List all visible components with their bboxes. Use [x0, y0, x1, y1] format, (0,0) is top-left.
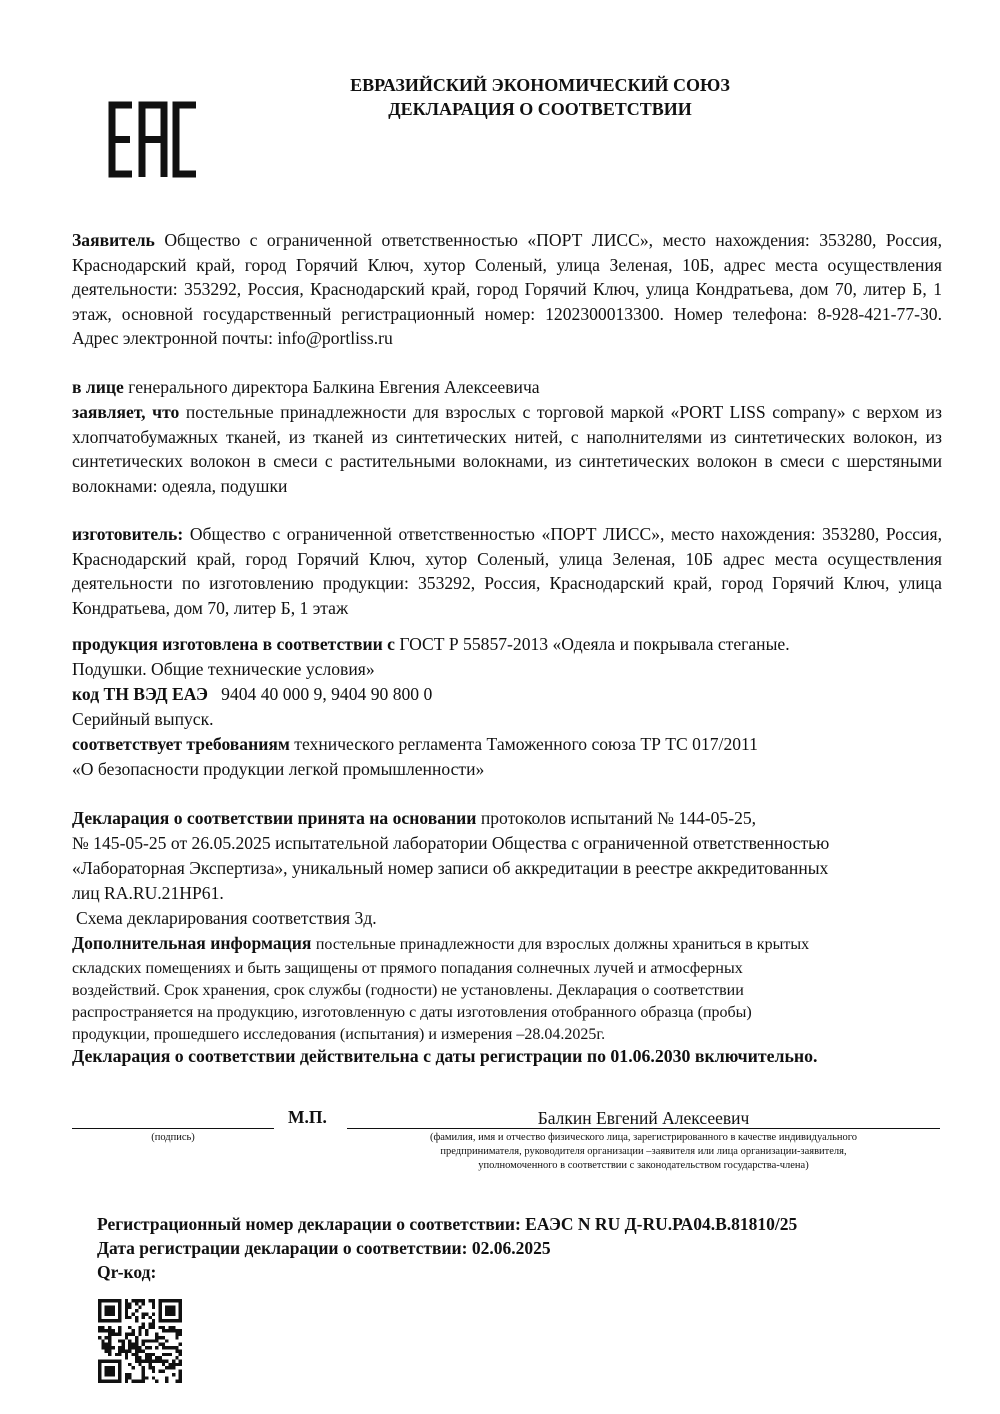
name-caption-2: предпринимателя, руководителя организации –заявителя или лица организации-заявителя, [440, 1146, 847, 1157]
serial-line: Серийный выпуск. [72, 709, 214, 729]
applicant-label: Заявитель [72, 230, 155, 250]
conforms-regulation: технического регламента Таможенного союза ТР ТС 017/2011 [294, 734, 758, 754]
basis-line3: «Лабораторная Экспертиза», уникальный номер записи об аккредитации в реестре аккредитованных [72, 858, 829, 878]
hs-code-label: код ТН ВЭД ЕАЭ [72, 684, 208, 704]
manufacturer-section [72, 522, 942, 620]
declares-section [72, 400, 942, 498]
header-declaration-title: ДЕКЛАРАЦИЯ О СООТВЕТСТВИИ [388, 99, 692, 119]
qr-code-label: Qr-код: [97, 1262, 157, 1282]
declaration-scheme: Схема декларирования соответствия 3д. [76, 908, 377, 928]
header-union-title: ЕВРАЗИЙСКИЙ ЭКОНОМИЧЕСКИЙ СОЮЗ [350, 75, 730, 95]
signatory-name: Балкин Евгений Алексеевич [537, 1108, 750, 1128]
applicant-text: Общество с ограниченной ответственностью «ПОРТ ЛИСС», место нахождения: 353280, Россия, Краснодарский край, город Горячий Ключ, хутор Соленый, улица Зеленая, 10Б, адрес места осуществления деятельности: 353292, Россия, Краснодарский край, город Горячий Ключ, улица Кондратьева, дом 70, литер Б, 1 этаж, основной государственный регистрационный номер: 1202300013300. Номер телефона: 8-928-421-77-30. Адрес электронной почты: info@portliss.ru [72, 230, 942, 348]
basis-line2: № 145-05-25 от 26.05.2025 испытательной лаборатории Общества с ограниченной ответственностью [72, 833, 830, 853]
basis-line4: лиц RA.RU.21НР61. [72, 883, 224, 903]
name-caption-1: (фамилия, имя и отчество физического лица, зарегистрированного в качестве индивидуального [429, 1132, 858, 1143]
qr-code [98, 1299, 182, 1383]
hs-code-value: 9404 40 000 9, 9404 90 800 0 [221, 684, 433, 704]
stamp-label: М.П. [288, 1107, 327, 1127]
validity-statement: Декларация о соответствии действительна с даты регистрации по 01.06.2030 включительно. [72, 1046, 818, 1066]
represented-text: генерального директора Балкина Евгения Алексеевича [128, 377, 540, 397]
conforms-line2: «О безопасности продукции легкой промышленности» [72, 759, 485, 779]
additional-label: Дополнительная информация [72, 933, 312, 953]
represented-label: в лице [72, 377, 124, 397]
additional-line2: складских помещениях и быть защищены от прямого попадания солнечных лучей и атмосферных [72, 960, 743, 977]
basis-protocols: протоколов испытаний № 144-05-25, [480, 808, 757, 828]
eac-logo [108, 101, 200, 178]
produced-per-line1 [72, 632, 942, 657]
additional-line1 [72, 931, 942, 956]
additional-line4: распространяется на продукцию, изготовленную с даты изготовления отобранного образца (пробы) [72, 1004, 752, 1021]
registration-date: Дата регистрации декларации о соответствии: 02.06.2025 [97, 1238, 551, 1258]
produced-per-label: продукция изготовлена в соответствии с [72, 634, 395, 654]
produced-per-standard: ГОСТ Р 55857-2013 «Одеяла и покрывала стеганые. [399, 634, 790, 654]
basis-line1 [72, 806, 942, 831]
additional-text-1: постельные принадлежности для взрослых должны храниться в крытых [315, 936, 810, 953]
additional-line3: воздействий. Срок хранения, срок службы (годности) не установлены. Декларация о соответствии [72, 982, 744, 999]
name-caption-3: уполномоченного в соответствии с законодательством государства-члена) [478, 1160, 809, 1171]
declares-label: заявляет, что [72, 402, 180, 422]
conforms-line1 [72, 732, 942, 757]
applicant-section [72, 228, 942, 351]
basis-label: Декларация о соответствии принята на основании [72, 808, 477, 828]
registration-number: Регистрационный номер декларации о соответствии: ЕАЭС N RU Д-RU.РА04.В.81810/25 [97, 1214, 798, 1234]
represented-section [72, 375, 942, 400]
conforms-label: соответствует требованиям [72, 734, 290, 754]
manufacturer-text: Общество с ограниченной ответственностью «ПОРТ ЛИСС», место нахождения: 353280, Россия, Краснодарский край, город Горячий Ключ, хутор Соленый, улица Зеленая, 10Б адрес места осуществления деятельности по изготовлению продукции: 353292, Россия, Краснодарский край, город Горячий Ключ, улица Кондратьева, дом 70, литер Б, 1 этаж [72, 524, 942, 618]
signature-line [72, 1108, 274, 1129]
hs-code-line [72, 682, 942, 707]
declares-text: постельные принадлежности для взрослых с торговой маркой «PORT LISS company» с верхом из хлопчатобумажных тканей, из тканей из синтетических нитей, с наполнителями из синтетических волокон, из синтетических волокон в смеси с растительными волокнами, из синтетических волокон в смеси с шерстяными волокнами: одеяла, подушки [72, 402, 942, 496]
manufacturer-label: изготовитель: [72, 524, 184, 544]
produced-per-line2: Подушки. Общие технические условия» [72, 659, 375, 679]
additional-line5: продукции, прошедшего исследования (испытания) и измерения –28.04.2025г. [72, 1026, 606, 1043]
signature-caption: (подпись) [151, 1132, 195, 1143]
